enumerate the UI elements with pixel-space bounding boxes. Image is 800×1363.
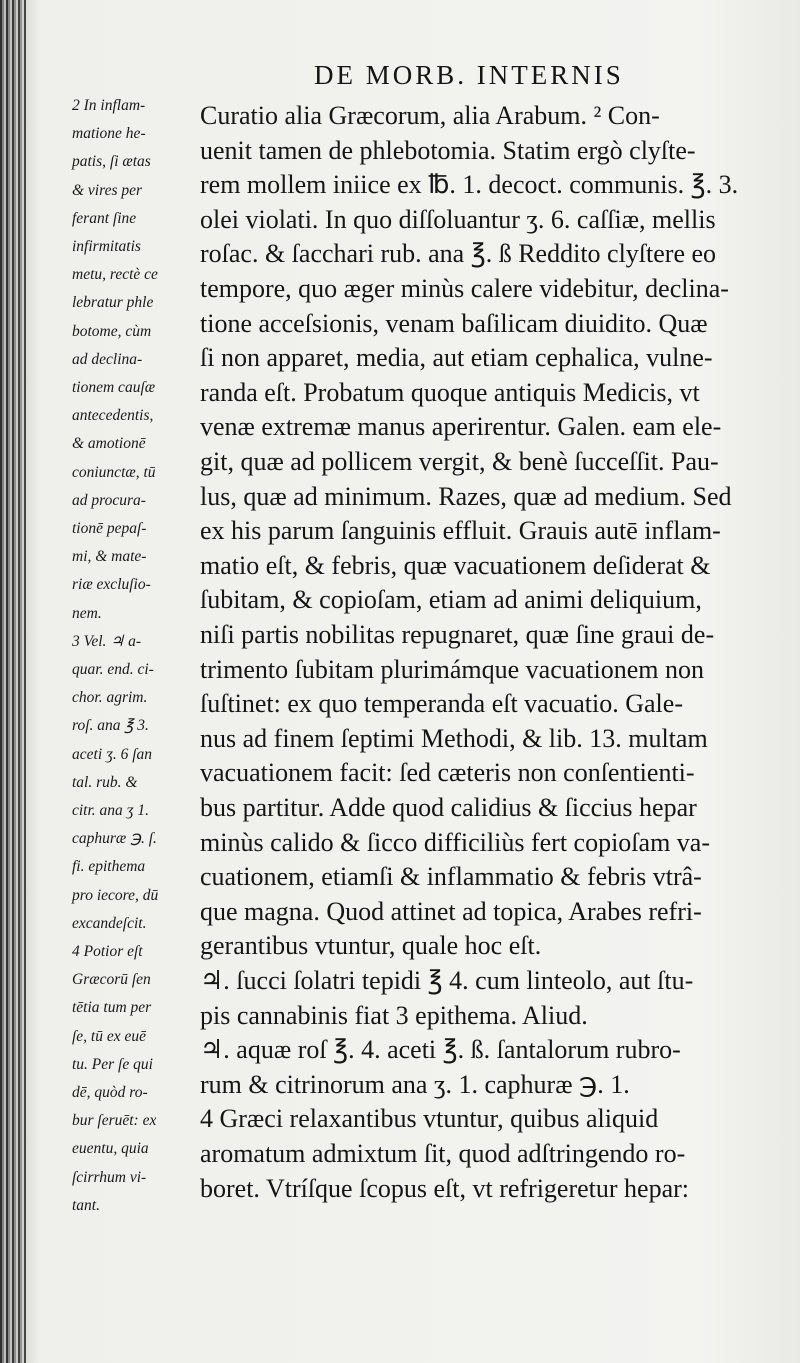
margin-note-line: Græcorū ſen [72,971,151,989]
text-line: venæ extremæ manus aperirentur. Galen. eam ele- [200,412,722,442]
text-line: git, quæ ad pollicem vergit, & benè ſucceſſit. Pau- [200,447,719,476]
text-line: ex his parum ſanguinis effluit. Grauis autē inflam- [200,516,721,546]
text-line: matio eſt, & febris, quæ vacuationem deſiderat & [200,550,711,580]
margin-note-line: pro iecore, dū [72,886,159,904]
margin-note-line: ad declina- [72,350,143,368]
margin-note-line: tu. Per ſe qui [72,1055,153,1073]
margin-note-line: infirmitatis [72,238,141,255]
text-line: rem mollem iniice ex ℔. 1. decoct. communis. ℥. 3. [200,170,739,200]
margin-note-line: chor. agrim. [72,689,148,707]
margin-note-line: roſ. ana ℥ 3. [72,717,149,735]
text-line: randa eſt. Probatum quoque antiquis Medicis, vt [200,377,700,407]
margin-note-line: aceti ʒ. 6 ſan [72,745,153,763]
margin-note-line: patis, ſi ætas [72,153,151,171]
text-line: lus, quæ ad minimum. Razes, quæ ad medium. Sed [200,481,732,511]
text-line: Curatio alia Græcorum, alia Arabum. ² Con- [200,101,660,130]
margin-note-line: caphuræ ℈. ſ. [72,830,157,848]
text-line: niſi partis nobilitas repugnaret, quæ ſine graui de- [200,620,715,649]
margin-note-line: ferant ſine [72,209,137,227]
margin-note-line: & vires per [72,181,143,199]
text-line: pis cannabinis fiat 3 epithema. Aliud. [200,1000,588,1030]
margin-note-line: botome, cùm [72,322,152,340]
text-line: cuationem, etiamſi & inflammatio & febris vtrâ- [200,862,702,892]
book-gutter-shadow [0,0,26,1363]
text-line: trimento ſubitam plurimámque vacuationem non [200,654,704,684]
margin-note-line: dē, quòd ro- [72,1084,148,1101]
text-line: bus partitur. Adde quod calidius & ſiccius hepar [200,793,697,822]
running-title: DE MORB. INTERNIS [314,60,624,90]
text-line: tione acceſsionis, venam baſilicam diuidito. Quæ [200,308,708,338]
margin-note-line: nem. [72,604,102,622]
margin-note-line: 3 Vel. ♃ a- [72,632,141,650]
text-line: aromatum admixtum ſit, quod adſtringendo ro- [200,1139,686,1168]
margin-note-line: & amotionē [72,435,146,453]
text-line: nus ad finem ſeptimi Methodi, & lib. 13. multam [200,723,708,753]
margin-note-line: tant. [72,1196,100,1214]
margin-note-line: lebratur phle [72,294,154,312]
text-line: gerantibus vtuntur, quale hoc eſt. [200,931,542,961]
text-line: uenit tamen de phlebotomia. Statim ergò clyſte- [200,135,696,165]
text-line: 4 Græci relaxantibus vtuntur, quibus aliquid [200,1104,659,1134]
margin-note-line: 4 Potior eſt [72,943,143,960]
margin-note-line: riæ excluſio- [72,576,151,594]
text-line: ♃. ſucci ſolatri tepidi ℥ 4. cum linteolo, aut ſtu- [200,966,694,995]
text-line: ſubitam, & copioſam, etiam ad animi deliquium, [200,585,702,615]
text-line: ♃. aquæ roſ ℥. 4. aceti ℥. ß. ſantalorum rubro- [200,1035,681,1065]
text-line: ſuſtinet: ex quo temperanda eſt vacuatio. Gale- [200,689,683,719]
margin-note-line: fi. epithema [72,858,146,876]
text-line: olei violati. In quo diſſoluantur ʒ. 6. caſſiæ, mellis [200,204,716,234]
text-line: boret. Vtríſque ſcopus eſt, vt refrigeretur hepar: [200,1173,690,1203]
margin-note-line: 2 In inflam- [72,97,146,114]
margin-note-line: ſcirrhum vi- [72,1168,147,1186]
margin-note-line: matione he- [72,125,146,143]
margin-note-line: mi, & mate- [72,548,147,566]
margin-note-line: ſe, tū ex euē [72,1027,147,1045]
margin-note-line: coniunctæ, tū [72,463,156,481]
text-line: vacuationem facit: ſed cæteris non conſentienti- [200,758,695,788]
margin-note-line: tionē pepaſ- [72,520,147,537]
margin-note-line: ad procura- [72,491,146,509]
margin-note-line: metu, rectè ce [72,266,158,284]
margin-note-line: citr. ana ʒ 1. [72,802,150,819]
margin-note-line: quar. end. ci- [72,661,154,678]
text-line: que magna. Quod attinet ad topica, Arabes refri- [200,896,702,926]
text-line: rum & citrinorum ana ʒ. 1. caphuræ ℈. 1. [200,1069,630,1099]
margin-note-line: tionem cauſæ [72,379,156,396]
margin-note-line: excandeſcit. [72,914,147,932]
text-line: ſi non apparet, media, aut etiam cephalica, vulne- [200,343,713,373]
margin-note-line: antecedentis, [72,407,154,425]
margin-note-line: bur ſeruēt: ex [72,1112,157,1130]
margin-note-line: euentu, quia [72,1140,149,1158]
text-line: roſac. & ſacchari rub. ana ℥. ß Reddito clyſtere eo [200,239,717,269]
margin-note-line: tal. rub. & [72,773,138,791]
text-line: tempore, quo æger minùs calere videbitur, declina- [200,274,729,303]
text-line: minùs calido & ſicco difficiliùs fert copioſam va- [200,827,710,857]
margin-note-line: tētia tum per [72,999,152,1017]
